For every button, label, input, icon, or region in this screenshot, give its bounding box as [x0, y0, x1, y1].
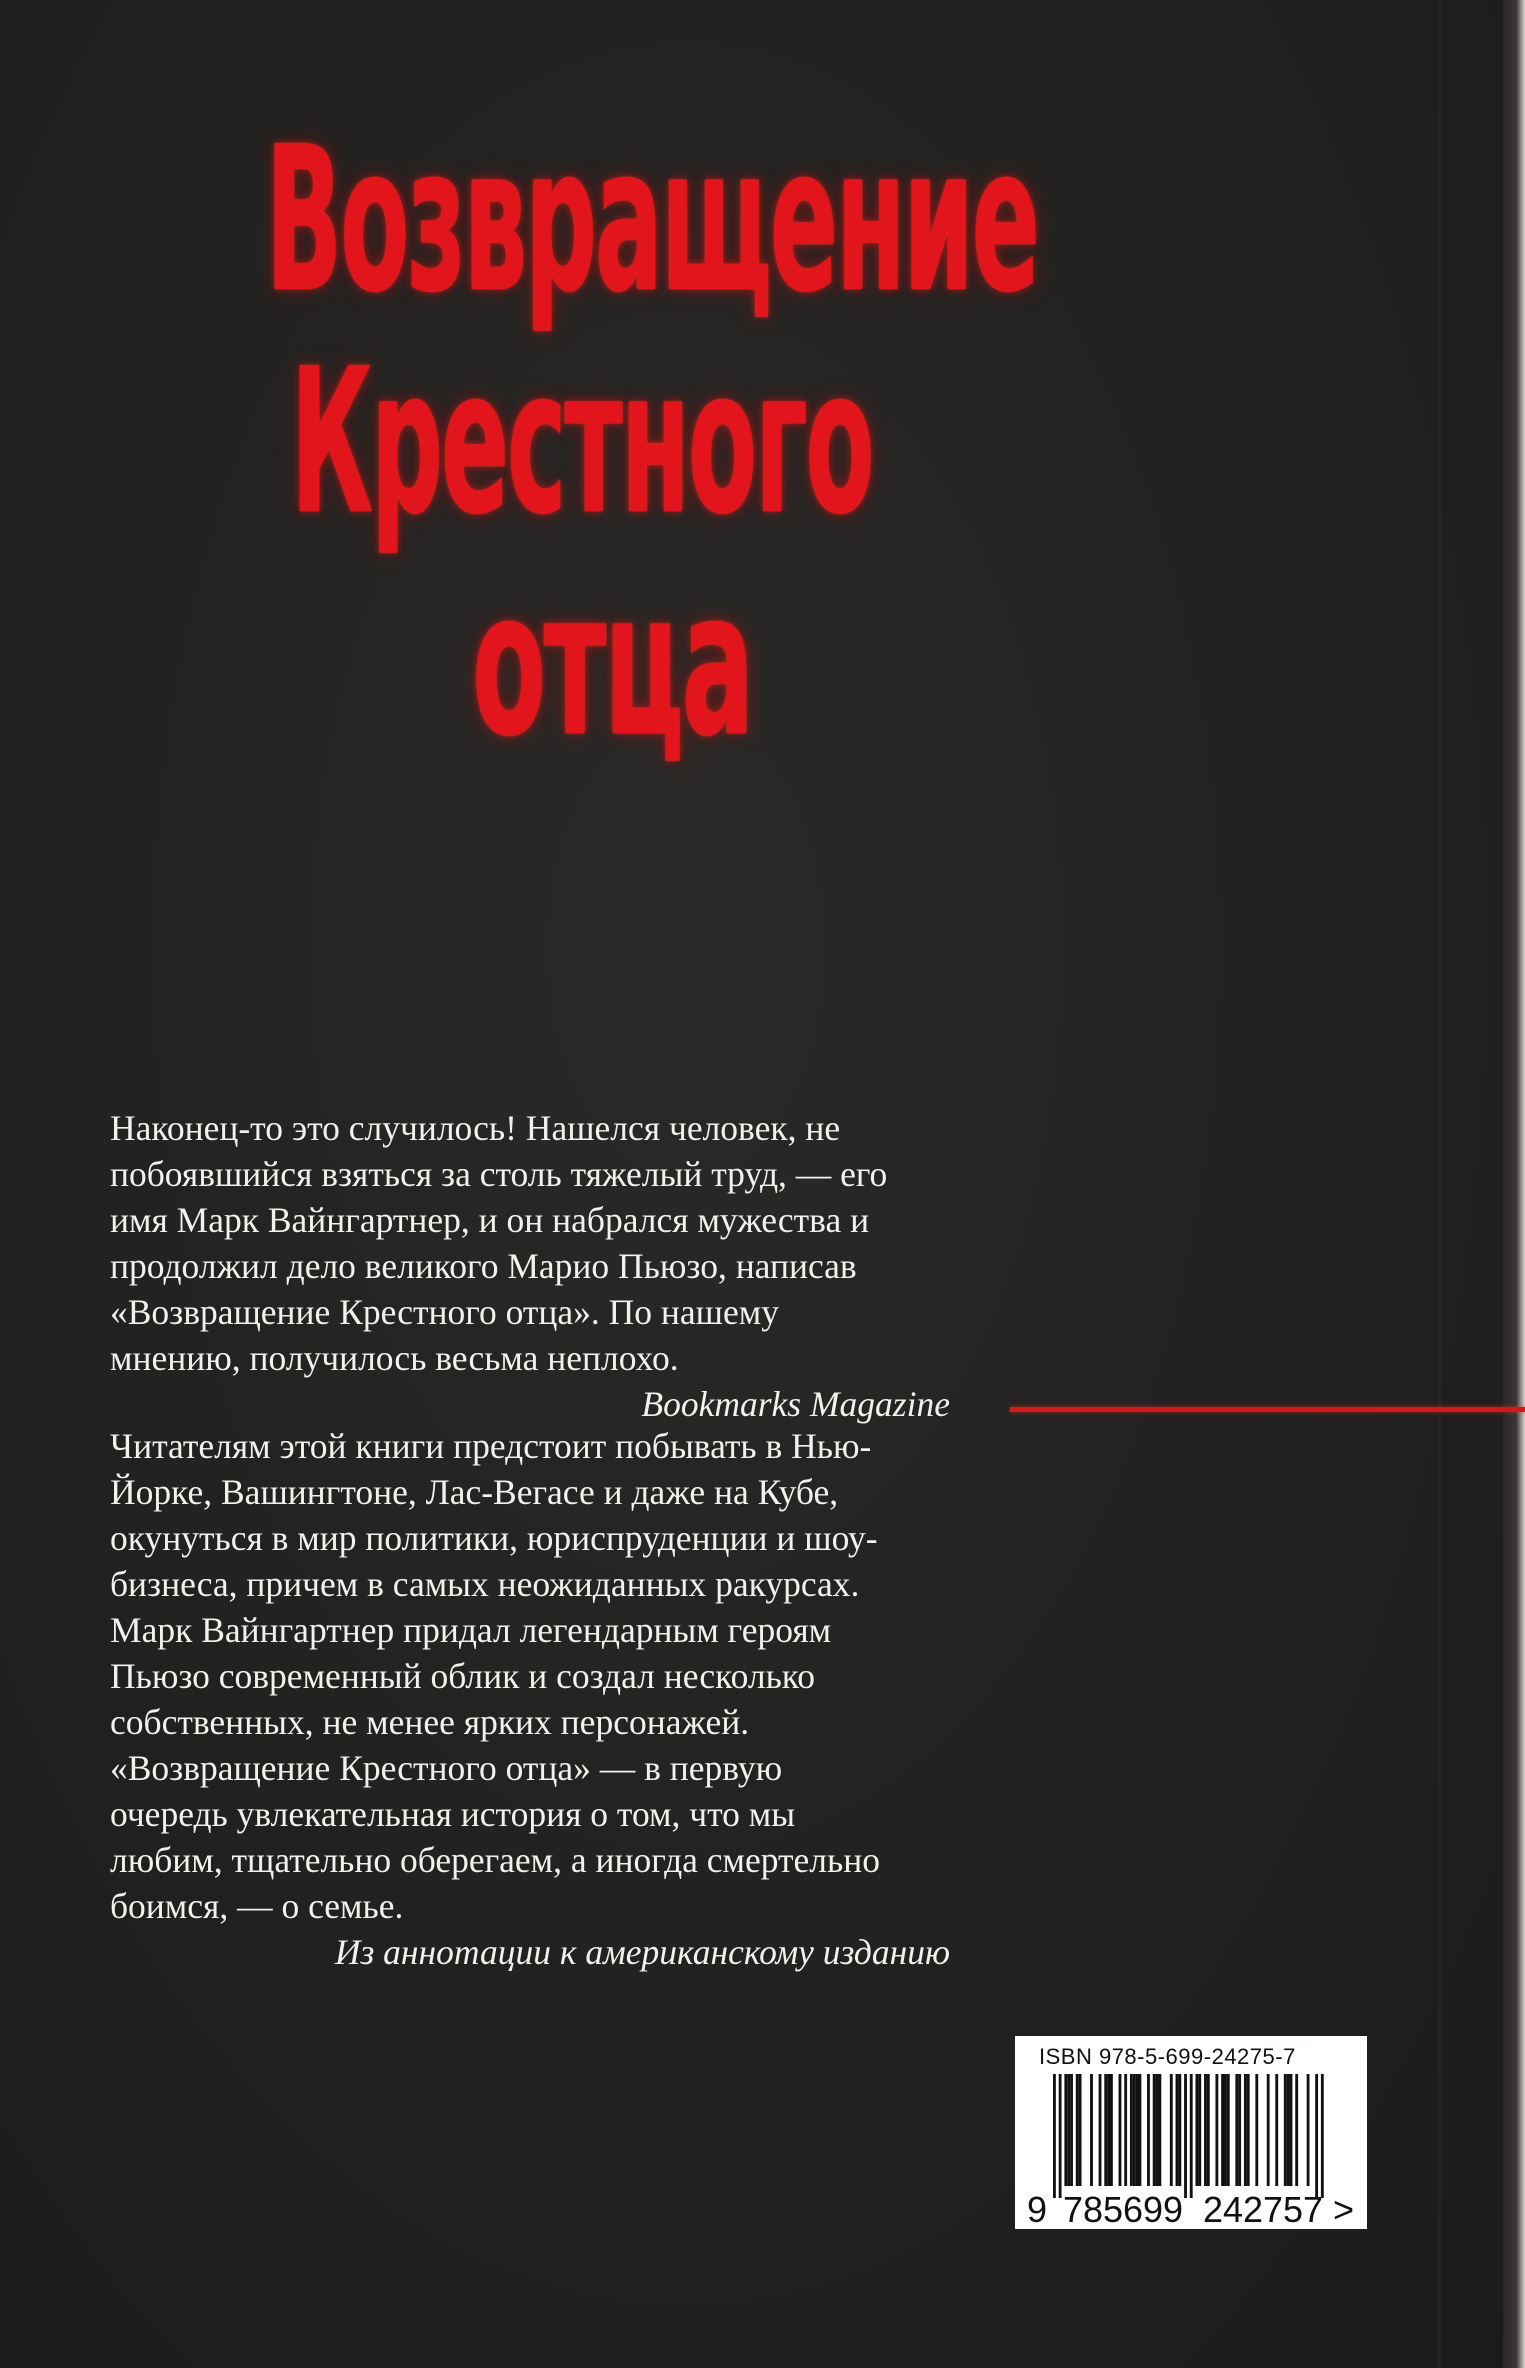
- cover-crease: [1438, 0, 1441, 2368]
- barcode-bar: [1196, 2074, 1199, 2186]
- barcode-guard-bar: [1190, 2074, 1193, 2198]
- barcode-quiet-zone-mark: >: [1333, 2189, 1355, 2229]
- barcode-bar: [1133, 2074, 1136, 2186]
- barcode-first-digit: 9: [1027, 2189, 1048, 2229]
- barcode-bar: [1290, 2074, 1293, 2186]
- barcode-guard-bar: [1184, 2074, 1187, 2198]
- barcode-bar: [1267, 2074, 1270, 2186]
- review-line: «Возвращение Крестного отца». По нашему: [110, 1292, 779, 1332]
- barcode-bar: [1221, 2074, 1224, 2186]
- review-quote: [110, 1105, 950, 1427]
- barcode-bar: [1136, 2074, 1139, 2186]
- annotation-line: «Возвращение Крестного отца» — в первую: [110, 1748, 783, 1788]
- barcode-bar: [1064, 2074, 1067, 2186]
- annotation-text: [110, 1423, 950, 1975]
- barcode-bar: [1244, 2074, 1247, 2186]
- barcode-bar: [1124, 2074, 1127, 2186]
- review-line: Наконец-то это случилось! Нашелся человек, не: [110, 1108, 841, 1148]
- review-line: мнению, получилось весьма неплохо.: [110, 1338, 679, 1378]
- isbn-barcode: [1015, 2036, 1367, 2229]
- barcode-bar: [1147, 2074, 1150, 2186]
- annotation-line: Йорке, Вашингтоне, Лас-Вегасе и даже на Кубе,: [110, 1472, 839, 1512]
- review-line: продолжил дело великого Марио Пьюзо, написав: [110, 1246, 857, 1286]
- barcode-bar: [1215, 2074, 1218, 2186]
- barcode-bar: [1287, 2074, 1290, 2186]
- barcode-bar: [1224, 2074, 1227, 2186]
- barcode-guard-bar: [1053, 2074, 1056, 2198]
- barcode-bar: [1076, 2074, 1079, 2186]
- barcode-bar: [1275, 2074, 1278, 2186]
- annotation-line: Пьюзо современный облик и создал несколько: [110, 1656, 815, 1696]
- barcode-bar: [1079, 2074, 1082, 2186]
- barcode-guard-bar: [1315, 2074, 1318, 2198]
- barcode-bar: [1207, 2074, 1210, 2186]
- barcode-guard-bar: [1059, 2074, 1062, 2198]
- barcode-bar: [1176, 2074, 1179, 2186]
- annotation-line: собственных, не менее ярких персонажей.: [110, 1702, 750, 1742]
- barcode-bar: [1090, 2074, 1093, 2186]
- barcode-bar: [1130, 2074, 1133, 2186]
- barcode-bar: [1238, 2074, 1241, 2186]
- barcode-bar: [1235, 2074, 1238, 2186]
- annotation-line: очередь увлекательная история о том, что мы: [110, 1794, 796, 1834]
- red-divider-rule: [1010, 1407, 1525, 1412]
- barcode-bar: [1178, 2074, 1181, 2186]
- annotation-attribution: Из аннотации к американскому изданию: [334, 1932, 950, 1972]
- annotation-line: Читателям этой книги предстоит побывать в Нью-: [110, 1426, 872, 1466]
- title-line-2: Крестного: [290, 326, 873, 559]
- barcode-guard-bar: [1321, 2074, 1324, 2198]
- annotation-line: Марк Вайнгартнер придал легендарным героям: [110, 1610, 832, 1650]
- annotation-line: любим, тщательно оберегаем, а иногда смертельно: [110, 1840, 880, 1880]
- barcode-bar: [1139, 2074, 1142, 2186]
- barcode-bar: [1170, 2074, 1173, 2186]
- barcode-bar: [1227, 2074, 1230, 2186]
- barcode-bar: [1158, 2074, 1161, 2186]
- barcode-bar: [1153, 2074, 1156, 2186]
- barcode-bar: [1295, 2074, 1298, 2186]
- review-line: побоявшийся взяться за столь тяжелый труд, — его: [110, 1154, 888, 1194]
- review-attribution: Bookmarks Magazine: [641, 1384, 950, 1424]
- annotation-line: боимся, — о семье.: [110, 1886, 404, 1926]
- barcode-bar: [1070, 2074, 1073, 2186]
- barcode-bar: [1067, 2074, 1070, 2186]
- barcode-bars: [1053, 2074, 1324, 2198]
- barcode-left-digits: 785699: [1063, 2189, 1183, 2229]
- isbn-label: ISBN 978-5-699-24275-7: [1039, 2044, 1296, 2069]
- barcode-right-digits: 242757: [1203, 2189, 1323, 2229]
- barcode-graphic: [1015, 2036, 1367, 2229]
- barcode-bar: [1099, 2074, 1102, 2186]
- review-line: имя Марк Вайнгартнер, и он набрался мужества и: [110, 1200, 870, 1240]
- title-line-3: отца: [471, 548, 753, 781]
- title-line-1: Возвращение: [265, 104, 1038, 337]
- barcode-bar: [1198, 2074, 1201, 2186]
- book-title: [60, 104, 1038, 781]
- barcode-bar: [1119, 2074, 1122, 2186]
- barcode-bar: [1110, 2074, 1113, 2186]
- annotation-line: окунуться в мир политики, юриспруденции и шоу-: [110, 1518, 878, 1558]
- barcode-bar: [1107, 2074, 1110, 2186]
- barcode-bar: [1307, 2074, 1310, 2186]
- barcode-bar: [1284, 2074, 1287, 2186]
- barcode-bar: [1104, 2074, 1107, 2186]
- annotation-line: бизнеса, причем в самых неожиданных ракурсах.: [110, 1564, 860, 1604]
- barcode-bar: [1247, 2074, 1250, 2186]
- barcode-bar: [1156, 2074, 1159, 2186]
- barcode-bar: [1255, 2074, 1258, 2186]
- barcode-bar: [1204, 2074, 1207, 2186]
- cover-edge: [1503, 0, 1525, 2368]
